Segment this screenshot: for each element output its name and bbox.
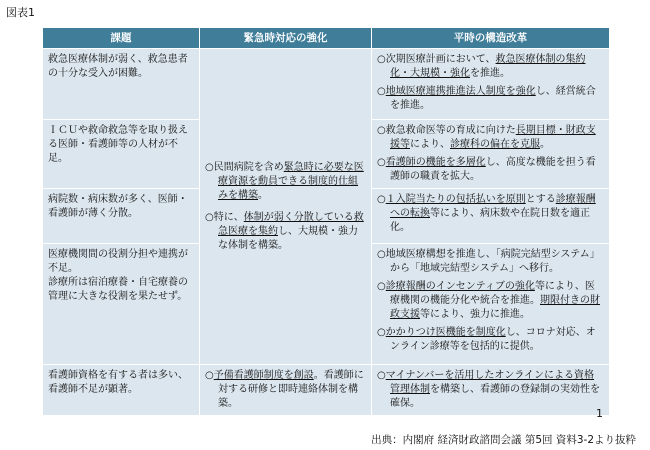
text-segment: ○	[377, 157, 386, 168]
underlined-text: 期限付きの財政支援	[390, 295, 600, 320]
emergency-cell	[200, 365, 372, 416]
underlined-text: 緊急時に必要な医療資源を動員できる制度的仕組みを構築	[218, 161, 364, 201]
reform-cell	[372, 365, 610, 416]
reform-list	[377, 124, 604, 184]
figure-label: 図表1	[6, 6, 35, 19]
list-item	[377, 156, 604, 184]
emergency-list	[205, 369, 366, 411]
source-citation: 出典：内閣府 経済財政諮問会議 第5回 資料3-2より抜粋	[371, 434, 636, 446]
reform-cell	[372, 189, 610, 244]
text-segment: ○民間病院を含め	[205, 161, 284, 173]
table-row	[43, 365, 610, 416]
table-header-row	[43, 28, 610, 49]
text-segment: し、高度な機能を担う看護師の職責を拡大。	[390, 157, 596, 182]
issue-cell: ＩＣＵや救命救急等を取り扱える医師・看護師等の人材が不足。	[43, 120, 200, 189]
list-item	[377, 280, 604, 322]
list-item	[377, 369, 604, 411]
header-emergency: 緊急時対応の強化	[200, 28, 372, 49]
reform-list	[377, 369, 604, 411]
text-segment: ○地域医療構想を推進し、「病院完結型システム」から「地域完結型システム」へ移行。	[377, 249, 600, 274]
reform-list	[377, 193, 604, 235]
list-item	[205, 369, 366, 411]
text-segment: 。看護師に対する研修と即時連絡体制を構築。	[218, 370, 364, 409]
reform-cell	[372, 244, 610, 365]
list-item	[377, 248, 604, 276]
emergency-cell	[200, 49, 372, 365]
reform-list	[377, 248, 604, 354]
text-segment: し、経営統合を推進。	[390, 86, 596, 111]
page-number: 1	[596, 407, 603, 420]
text-segment: ○	[377, 370, 386, 381]
underlined-text: 診療科の偏在を克服	[450, 139, 540, 150]
reform-cell	[372, 120, 610, 189]
underlined-text: マイナンバーを活用したオンラインによる資格管理体制	[385, 370, 595, 395]
underlined-text: かかりつけ医機能を制度化	[385, 327, 506, 338]
list-item	[205, 211, 366, 253]
underlined-text: 救急医療体制の集約化・大規模・強化	[390, 54, 586, 79]
text-segment: 。	[258, 189, 268, 201]
issue-cell: 救急医療体制が弱く、救急患者の十分な受入が困難。	[43, 49, 200, 120]
underlined-text: １入院当たりの包括払いを原則	[385, 194, 526, 205]
text-segment: を推進。	[470, 68, 510, 79]
text-segment: し、コロナ対応、オンライン診療等を包括的に提供。	[390, 327, 596, 352]
text-segment: ○	[377, 281, 386, 292]
list-item	[377, 124, 604, 152]
list-item	[377, 193, 604, 235]
policy-table	[42, 27, 610, 416]
text-segment: ○	[377, 327, 386, 338]
issue-cell: 看護師資格を有する者は多い、看護師不足が顕著。	[43, 365, 200, 416]
issue-cell: 病院数・病床数が多く、医師・看護師が薄く分散。	[43, 189, 200, 244]
list-item	[377, 85, 604, 113]
emergency-list	[205, 161, 366, 253]
underlined-text: 診療報酬のインセンティブの強化	[385, 281, 535, 292]
table-row	[43, 49, 610, 120]
text-segment: ○特に、	[205, 211, 244, 223]
text-segment: ○救急救命医等の育成に向けた	[377, 125, 516, 136]
list-item	[377, 326, 604, 354]
text-segment: ○次期医療計画において、	[377, 54, 496, 65]
text-segment: とする	[525, 194, 556, 205]
underlined-text: 体制が弱く分散している救急医療を集約	[218, 211, 364, 237]
text-segment: 等により、病床数や在院日数を適正化。	[390, 208, 590, 233]
text-segment: ○	[377, 194, 386, 205]
list-item	[377, 53, 604, 81]
header-issue: 課題	[43, 28, 200, 49]
underlined-text: 地域医療連携推進法人制度を強化	[385, 86, 536, 97]
issue-cell: 医療機関間の役割分担や連携が不足。 診療所は宿泊療養・自宅療養の管理に大きな役割を果たせず。	[43, 244, 200, 365]
text-segment: 。	[540, 139, 550, 150]
list-item	[205, 161, 366, 203]
text-segment: により、	[410, 139, 450, 150]
underlined-text: 長期目標・財政支援等	[390, 125, 596, 150]
header-reform: 平時の構造改革	[372, 28, 610, 49]
reform-cell	[372, 49, 610, 120]
underlined-text: 予備看護師制度を創設	[213, 370, 314, 381]
underlined-text: 看護師の機能を多層化	[385, 157, 486, 168]
text-segment: ○	[377, 86, 386, 97]
reform-list	[377, 53, 604, 113]
text-segment: 等により、医療機関の機能分化や統合を推進。	[390, 281, 595, 306]
text-segment: し、大規模・強力な体制を構築。	[218, 225, 358, 251]
underlined-text: 診療報酬への転換	[390, 194, 596, 219]
text-segment: 等により、強力に推進。	[420, 309, 530, 320]
text-segment: を構築し、看護師の登録制の実効性を確保。	[390, 384, 600, 409]
text-segment: ○	[205, 370, 214, 381]
